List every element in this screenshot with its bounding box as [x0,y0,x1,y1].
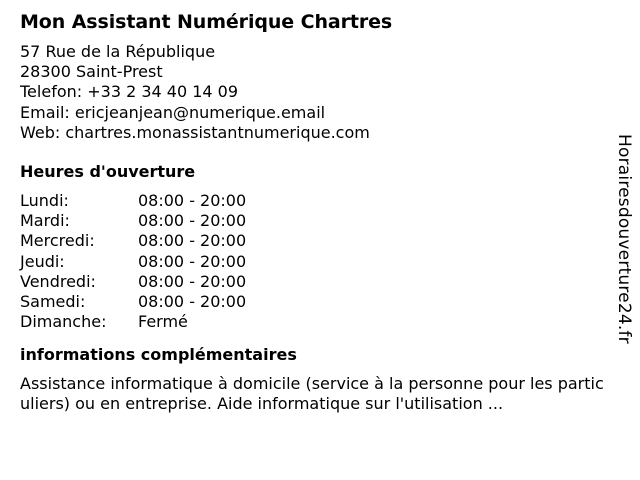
hours-row [20,272,610,292]
hours-row [20,312,610,332]
hours-day: Mercredi: [20,231,95,251]
hours-row [20,231,610,251]
hours-time: 08:00 - 20:00 [138,211,247,231]
hours-table [20,191,610,332]
address-line-2: 28300 Saint-Prest [20,62,163,82]
hours-day: Mardi: [20,211,70,231]
web-line: Web: chartres.monassistantnumerique.com [20,122,370,142]
hours-time: Fermé [138,312,188,332]
business-card [20,8,610,414]
hours-time: 08:00 - 20:00 [138,271,247,291]
info-heading: informations complémentaires [20,345,297,365]
hours-row [20,292,610,312]
email-line: Email: ericjeanjean@numerique.email [20,102,326,122]
site-watermark: Horairesdouverture24.fr [614,134,634,344]
hours-heading: Heures d'ouverture [20,162,196,182]
phone-line: Telefon: +33 2 34 40 14 09 [20,82,239,102]
hours-day: Samedi: [20,292,86,312]
address-line-1: 57 Rue de la République [20,42,216,61]
hours-time: 08:00 - 20:00 [138,292,247,312]
hours-row [20,252,610,272]
hours-time: 08:00 - 20:00 [138,231,247,251]
hours-day: Vendredi: [20,271,96,291]
hours-day: Jeudi: [20,251,65,271]
hours-row [20,191,610,211]
hours-time: 08:00 - 20:00 [138,191,247,211]
business-name: Mon Assistant Numérique Chartres [20,11,393,33]
hours-day: Dimanche: [20,312,107,332]
hours-day: Lundi: [20,191,69,211]
hours-time: 08:00 - 20:00 [138,251,247,271]
hours-row [20,211,610,231]
info-description: Assistance informatique à domicile (service à la personne pour les particuliers) ou en entreprise. Aide informatique sur l'utilisation ... [20,374,604,414]
